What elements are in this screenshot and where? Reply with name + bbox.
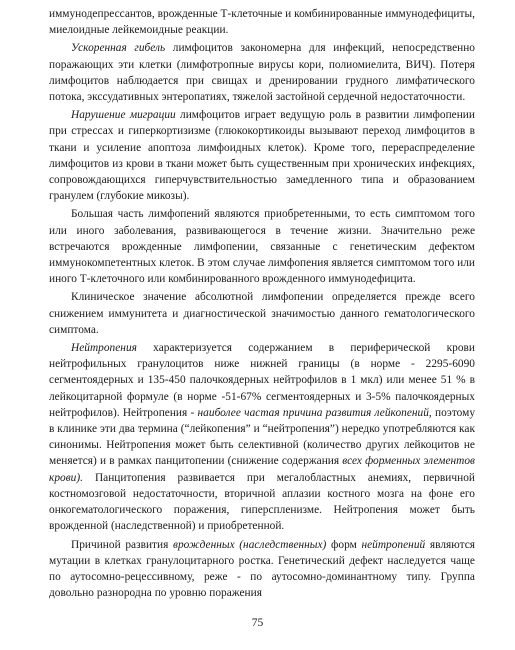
- text-run: характеризуется содержанием в периферической крови нейтрофильных гранулоцитов ниже нижней границы (в норме - 2295-6090 сегментоядерных и 135-450 палочкоядерных нейтрофилов в 1 мкл) или менее 51 % в лейкоцитарной формуле (в норме -51-67% сегментоядерных и 3-5% палочкоядерных нейтрофилов). Нейтропения -: [49, 342, 475, 419]
- italic-term: нейтропений: [361, 538, 426, 551]
- italic-term: Нейтропения: [71, 342, 137, 355]
- text-run: , поэтому в клинике эти два термина (“лейкопения” и “нейтропения”) нередко употребляются как синонимы. Нейтропения может быть селективной (количество других лейкоцитов не меняется) и в рамках панцитопении (снижение содержания: [49, 406, 476, 468]
- paragraph-3: [49, 107, 475, 204]
- paragraph-6: [49, 340, 475, 534]
- paragraph-2: [49, 40, 475, 105]
- text-run: форм: [326, 538, 362, 551]
- italic-term: врожденных (наследственных): [173, 538, 327, 551]
- italic-term: Нарушение миграции: [71, 109, 176, 122]
- text-run: иммунодепрессантов, врожденные Т-клеточные и комбинированные иммунодефициты, миелоидные лейкемоидные реакции.: [49, 8, 475, 37]
- text-run: являются мутации в клетках гранулоцитарного ростка. Генетический дефект наследуется чаще по аутосомно-рецессивному, реже - по аутосомно-доминантному типу. Группа довольно разнородна по уровню поражения: [49, 538, 475, 600]
- text-run: Причиной развития: [71, 538, 173, 551]
- paragraph-5: [49, 289, 475, 338]
- paragraph-1: [49, 6, 475, 38]
- text-run: Большая часть лимфопений являются приобретенными, то есть симптомом того или иного заболевания, развивающегося в течение жизни. Значительно реже встречаются врожденные лимфопении, связанные с генетическим дефектом иммунокомпетентных клеток. В этом случае лимфопения является симптомом того или иного Т-клеточного или комбинированного врожденного иммунодефицита.: [49, 208, 475, 286]
- page-number: 75: [251, 617, 264, 629]
- italic-term: наиболее частая причина развития лейкопений: [197, 406, 429, 419]
- text-run: лимфоцитов закономерна для инфекций, непосредственно поражающих эти клетки (лимфотропные вирусы кори, полиомиелита, ВИЧ). Потеря лимфоцитов наблюдается при свищах и дренировании грудного лимфатического потока, экссудативных энтеропатиях, тяжелой застойной сердечной недостаточности.: [49, 42, 475, 104]
- paragraph-7: [49, 537, 475, 602]
- text-run: Панцитопения развивается при мегалобластных анемиях, первичной костномозговой недостаточности, вторичной аплазии костного мозга на фоне его онкогематологического поражения, гиперспленизме. Нейтропения может быть врожденной (наследственной) и приобретенной.: [49, 471, 475, 533]
- italic-term: всех форменных элементов крови).: [49, 455, 475, 484]
- text-run: Клиническое значение абсолютной лимфопении определяется прежде всего снижением иммунитета и диагностической значимостью данного гематологического симптома.: [49, 291, 475, 336]
- text-run: лимфоцитов играет ведущую роль в развитии лимфопении при стрессах и гиперкортизизме (глюкокортикоиды вызывают переход лимфоцитов в ткани и усиление апоптоза лимфоидных клеток). Кроме того, перераспределение лимфоцитов из крови в ткани может быть существенным при хронических инфекциях, сопровождающихся гиперчувствительностью замедленного типа и образованием гранулем (глубокие микозы).: [49, 109, 475, 203]
- italic-term: Ускоренная гибель: [71, 42, 166, 55]
- body-text: [49, 6, 475, 603]
- paragraph-4: [49, 206, 475, 287]
